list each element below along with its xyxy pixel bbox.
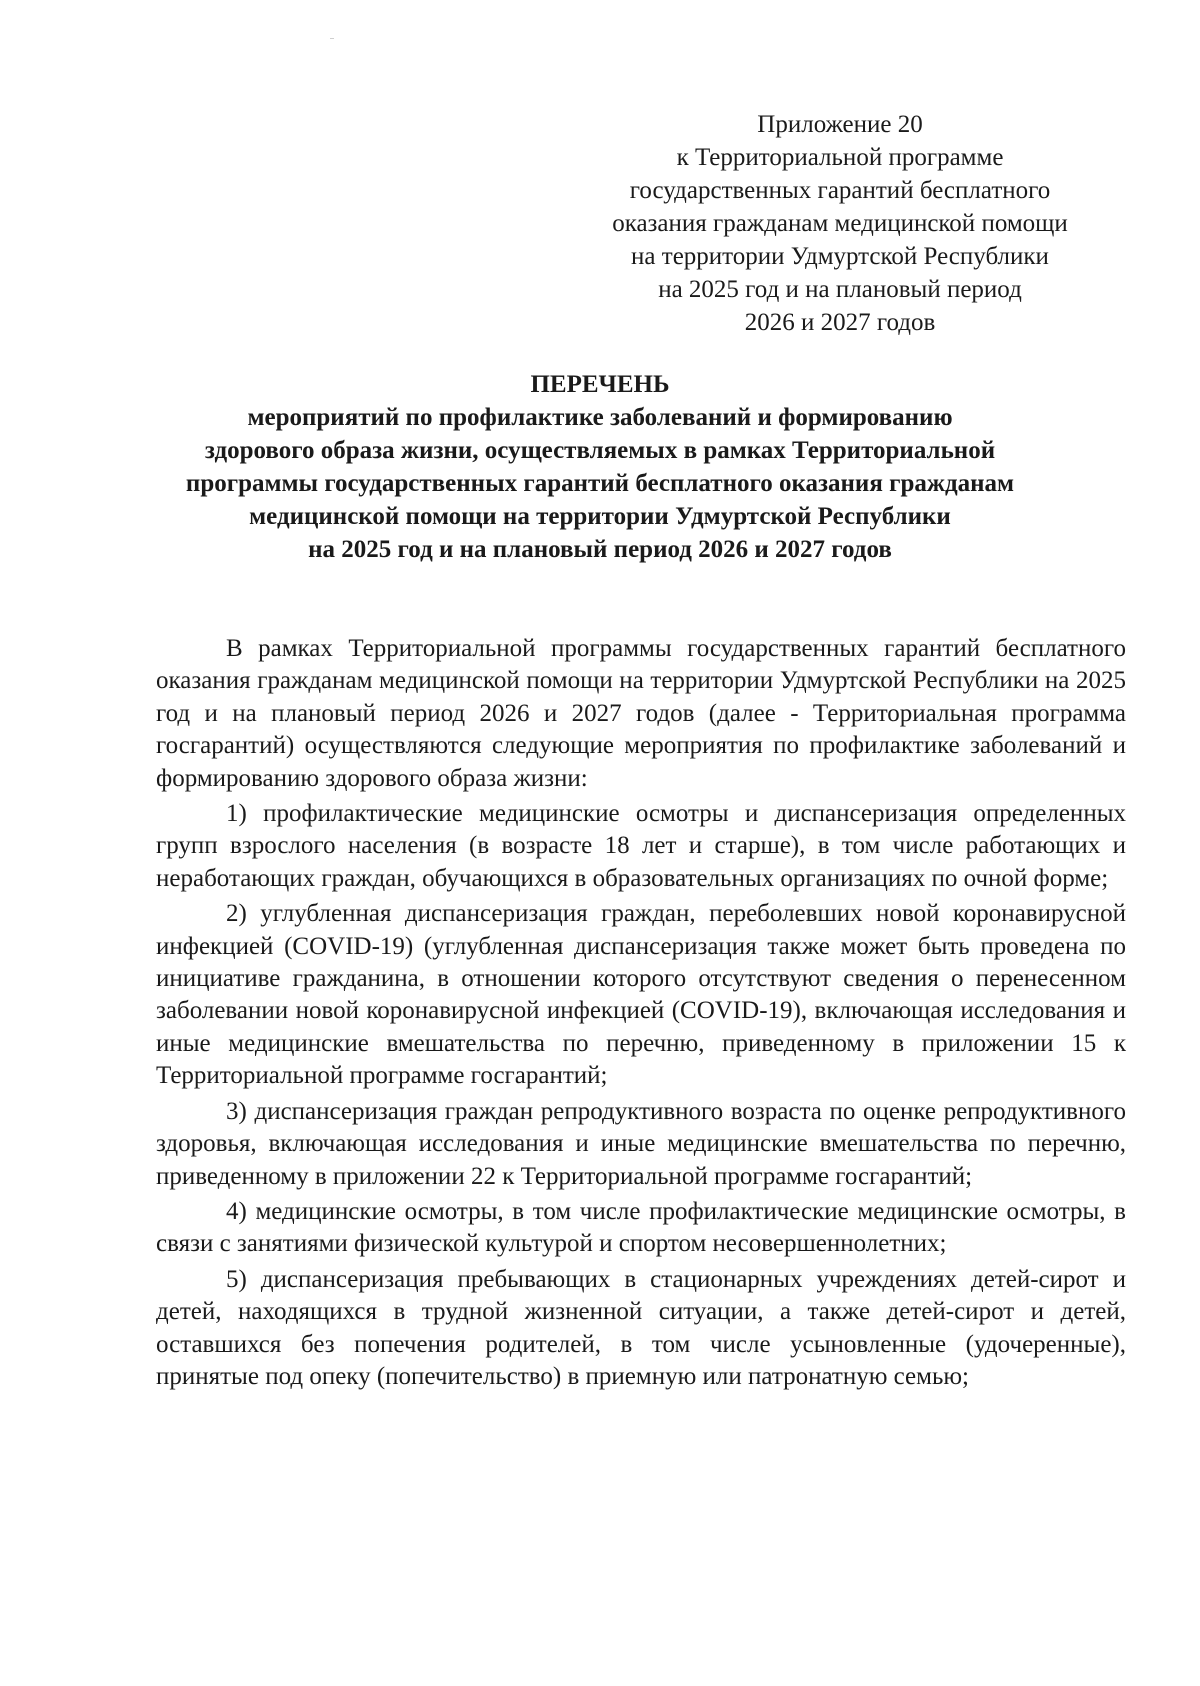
list-item: 3) диспансеризация граждан репродуктивного возраста по оценке репродуктивного здоровья, включающая исследования и иные медицинские вмешательства по перечню, приведенному в приложении 22 к Территориальной программе госгарантий; bbox=[156, 1097, 1126, 1190]
list-item: 5) диспансеризация пребывающих в стационарных учреждениях детей-сирот и детей, находящихся в трудной жизненной ситуации, а также детей-сирот и детей, оставшихся без попечения родителей, в том числе усыновленные (удочеренные), принятые под опеку (попечительство) в приемную или патронатную семью; bbox=[156, 1265, 1126, 1390]
list-item: 4) медицинские осмотры, в том числе профилактические медицинские осмотры, в связи с занятиями физической культурой и спортом несовершеннолетних; bbox=[156, 1197, 1126, 1258]
document-title bbox=[100, 368, 1100, 566]
appendix-line: к Территориальной программе bbox=[676, 144, 1004, 171]
title-subtitle-line: на 2025 год и на плановый период 2026 и 2027 годов bbox=[308, 536, 892, 563]
appendix-header bbox=[560, 108, 1120, 339]
appendix-line: государственных гарантий бесплатного bbox=[629, 177, 1051, 204]
appendix-line: оказания гражданам медицинской помощи bbox=[612, 210, 1068, 237]
list-item: 2) углубленная диспансеризация граждан, переболевших новой коронавирусной инфекцией (COVID-19) (углубленная диспансеризация также может быть проведена по инициативе гражданина, в отношении которого отсутствуют сведения о перенесенном заболевании новой коронавирусной инфекцией (COVID-19), включающая исследования и иные медицинские вмешательства по перечню, приведенному в приложении 15 к Территориальной программе госгарантий; bbox=[156, 900, 1126, 1090]
title-heading: ПЕРЕЧЕНЬ bbox=[530, 371, 670, 398]
appendix-line: на территории Удмуртской Республики bbox=[631, 243, 1049, 270]
title-subtitle-line: здорового образа жизни, осуществляемых в рамках Территориальной bbox=[204, 437, 996, 464]
title-subtitle-line: медицинской помощи на территории Удмуртской Республики bbox=[249, 503, 951, 530]
appendix-line: 2026 и 2027 годов bbox=[744, 309, 936, 336]
scan-speck bbox=[330, 38, 334, 39]
title-subtitle-line: программы государственных гарантий бесплатного оказания гражданам bbox=[185, 470, 1015, 497]
title-subtitle-line: мероприятий по профилактике заболеваний и формированию bbox=[247, 404, 953, 431]
document-body bbox=[156, 633, 1126, 1396]
appendix-line: на 2025 год и на плановый период bbox=[658, 276, 1022, 303]
list-item: 1) профилактические медицинские осмотры и диспансеризация определенных групп взрослого населения (в возрасте 18 лет и старше), в том числе работающих и неработающих граждан, обучающихся в образовательных организациях по очной форме; bbox=[156, 800, 1126, 892]
intro-paragraph: В рамках Территориальной программы государственных гарантий бесплатного оказания гражданам медицинской помощи на территории Удмуртской Республики на 2025 год и на плановый период 2026 и 2027 годов (далее - Территориальная программа госгарантий) осуществляются следующие мероприятия по профилактике заболеваний и формированию здорового образа жизни: bbox=[156, 635, 1126, 792]
appendix-line: Приложение 20 bbox=[757, 111, 923, 138]
